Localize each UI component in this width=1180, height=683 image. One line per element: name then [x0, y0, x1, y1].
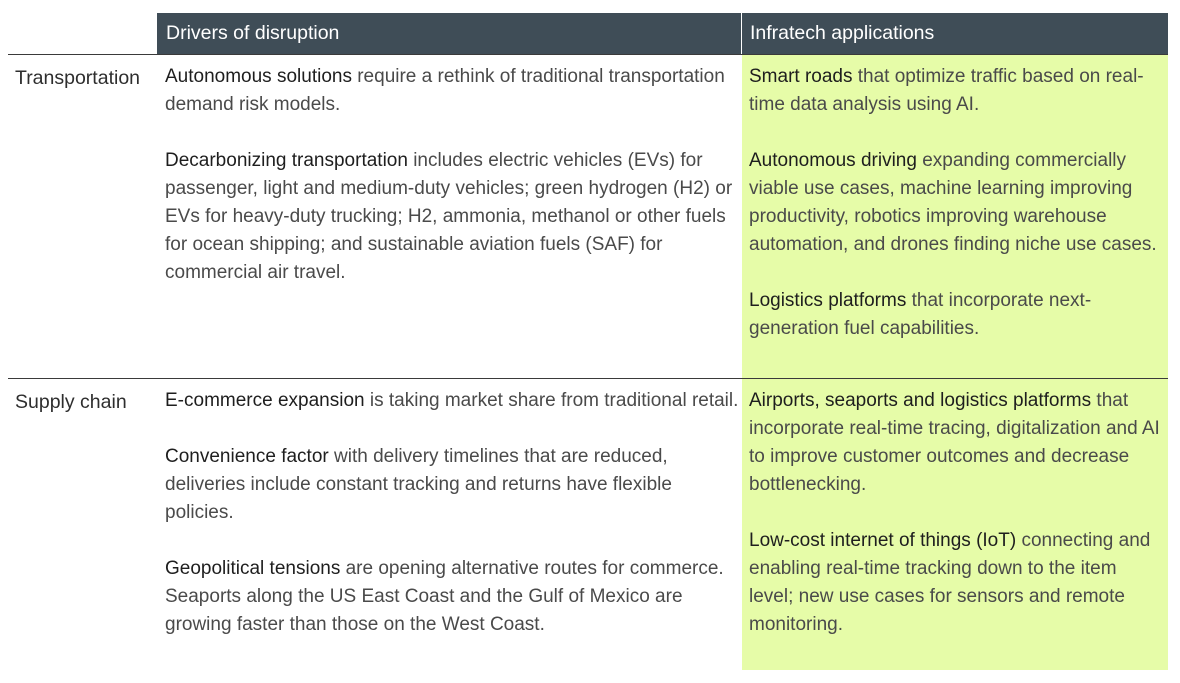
infratech-item-text: that incorporate real-time tracing, digitalization and AI to improve customer outcomes and decrease bottlenecking.: [749, 390, 1160, 495]
header-drivers-of-disruption: Drivers of disruption: [157, 13, 741, 54]
driver-item: [165, 147, 740, 287]
row-category-transportation: Transportation: [15, 67, 141, 89]
infratech-item-text: expanding commercially viable use cases, machine learning improving productivity, robotics improving warehouse automation, and drones finding niche use cases.: [749, 150, 1157, 255]
driver-item-text: is taking market share from traditional retail.: [364, 390, 739, 411]
infratech-item-text: that optimize traffic based on real-time data analysis using AI.: [749, 66, 1144, 115]
infratech-item-title: Low-cost internet of things (IoT): [749, 530, 1017, 551]
row-divider: [8, 378, 1168, 379]
infratech-item-title: Autonomous driving: [749, 150, 917, 171]
row-category-supply-chain: Supply chain: [15, 391, 127, 413]
infratech-item: [749, 147, 1164, 259]
driver-item-title: E-commerce expansion: [165, 390, 365, 411]
infratech-item: [749, 63, 1164, 119]
drivers-cell-transportation: [165, 63, 740, 287]
drivers-cell-supply-chain: [165, 387, 740, 639]
driver-item-text: includes electric vehicles (EVs) for passenger, light and medium-duty vehicles; green hydrogen (H2) or EVs for heavy-duty trucking; H2, ammonia, methanol or other fuels for ocean shipping; and sustainable aviation fuels (SAF) for commercial air travel.: [165, 150, 733, 283]
driver-item: [165, 443, 740, 527]
infratech-cell-transportation: [749, 63, 1164, 343]
infratech-cell-supply-chain: [749, 387, 1164, 639]
infratech-item: [749, 527, 1164, 639]
driver-item-title: Convenience factor: [165, 446, 329, 467]
infratech-item: [749, 287, 1164, 343]
infratech-item-title: Smart roads: [749, 66, 853, 87]
driver-item-title: Autonomous solutions: [165, 66, 352, 87]
driver-item-title: Decarbonizing transportation: [165, 150, 408, 171]
driver-item-text: with delivery timelines that are reduced, deliveries include constant tracking and returns have flexible policies.: [165, 446, 672, 523]
driver-item-text: require a rethink of traditional transportation demand risk models.: [165, 66, 725, 115]
driver-item: [165, 387, 740, 415]
infratech-item-text: connecting and enabling real-time tracking down to the item level; new use cases for sensors and remote monitoring.: [749, 530, 1151, 635]
driver-item: [165, 63, 740, 119]
infratech-item-text: that incorporate next-generation fuel capabilities.: [749, 290, 1092, 339]
driver-item-text: are opening alternative routes for commerce. Seaports along the US East Coast and the Gulf of Mexico are growing faster than those on the West Coast.: [165, 558, 724, 635]
infratech-item-title: Airports, seaports and logistics platforms: [749, 390, 1092, 411]
driver-item-title: Geopolitical tensions: [165, 558, 341, 579]
header-infratech-applications: Infratech applications: [742, 13, 1168, 54]
infratech-item-title: Logistics platforms: [749, 290, 907, 311]
infratech-item: [749, 387, 1164, 499]
driver-item: [165, 555, 740, 639]
